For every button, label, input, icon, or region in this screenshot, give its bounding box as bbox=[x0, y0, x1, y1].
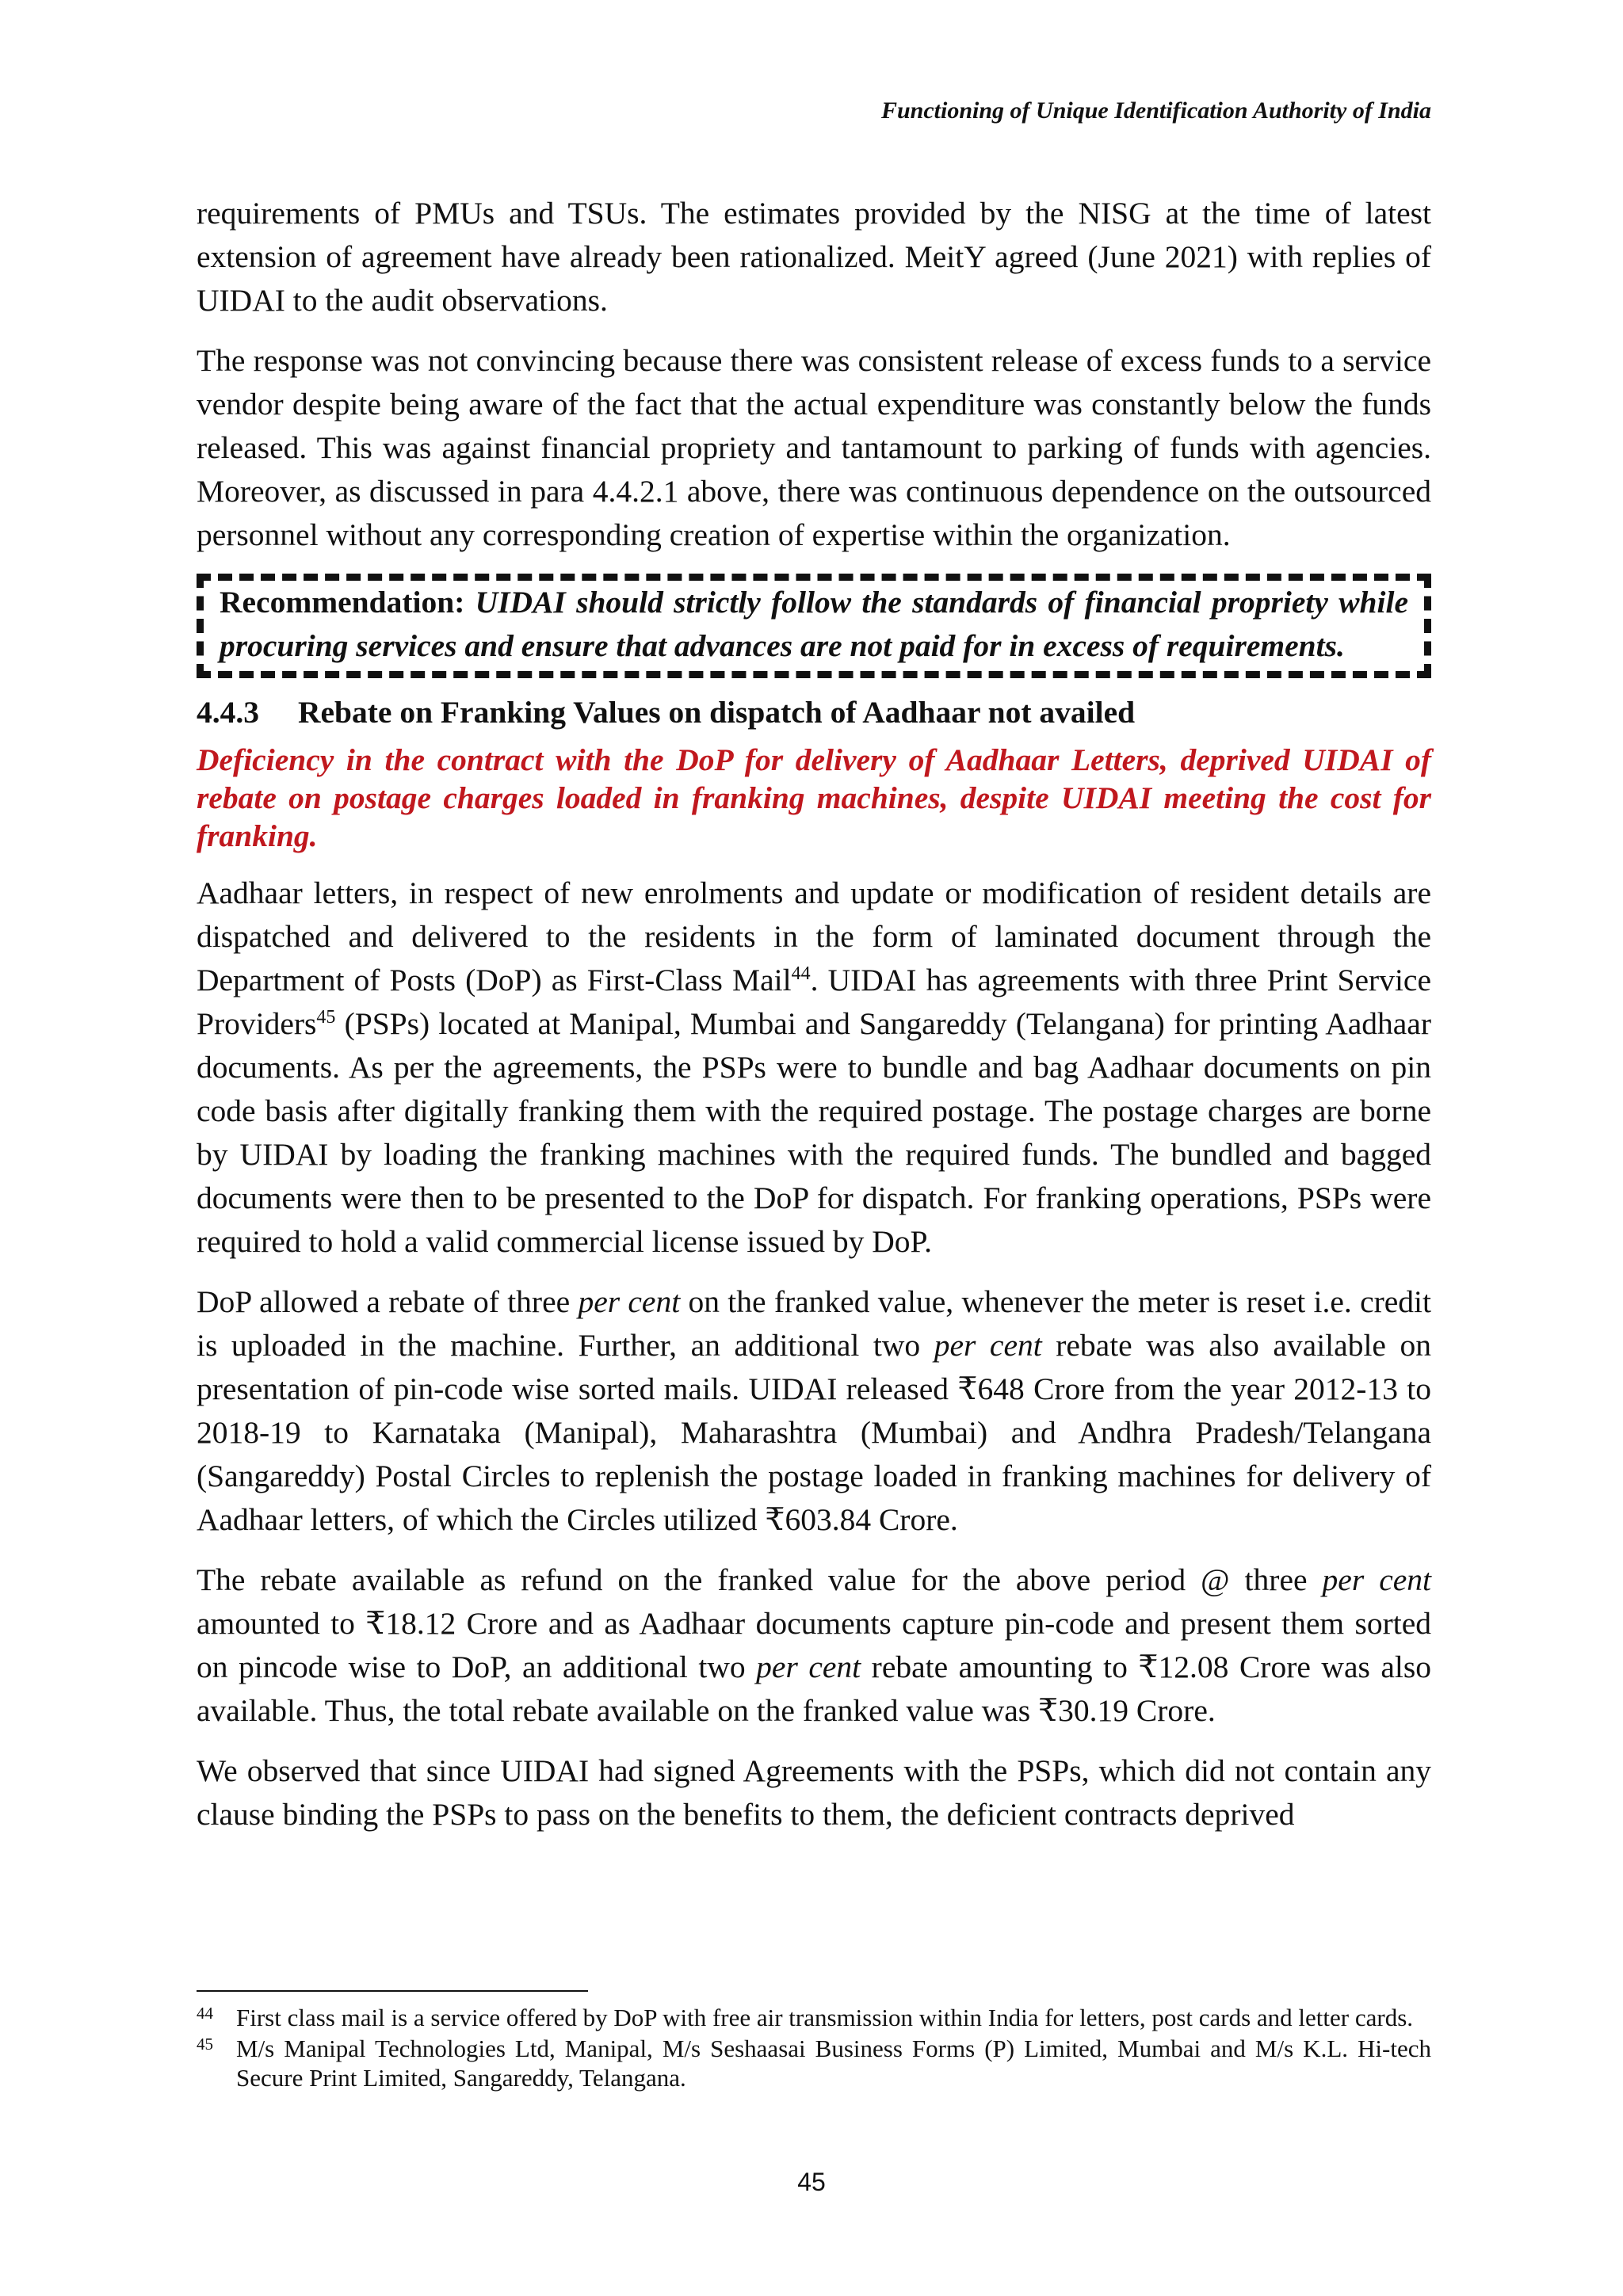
paragraph-2: The response was not convincing because there was consistent release of excess funds to a service vendor despite being aware of the fact that the actual expenditure was constantly below the funds released. This was against financial propriety and tantamount to parking of funds with agencies. Moreover, as discussed in para 4.4.2.1 above, there was continuous dependence on the outsourced personnel without any corresponding creation of expertise within the organization. bbox=[197, 343, 1431, 552]
section-highlight: Deficiency in the contract with the DoP for delivery of Aadhaar Letters, deprived UIDAI of rebate on postage charges loaded in franking machines, despite UIDAI meeting the cost for franking. bbox=[197, 742, 1431, 853]
paragraph-3-text-c: (PSPs) located at Manipal, Mumbai and Sangareddy (Telangana) for printing Aadhaar documents. As per the agreements, the PSPs were to bundle and bag Aadhaar documents on pin code basis after digitally franking them with the required postage. The postage charges are borne by UIDAI by loading the franking machines with the required funds. The bundled and bagged documents were then to be presented to the DoP for dispatch. For franking operations, PSPs were required to hold a valid commercial license issued by DoP. bbox=[197, 1006, 1431, 1259]
paragraph-4 bbox=[197, 1280, 1431, 1542]
section-heading bbox=[197, 691, 1431, 734]
recommendation-text: UIDAI should strictly follow the standards of financial propriety while procuring services and ensure that advances are not paid for in excess of requirements. bbox=[220, 585, 1409, 663]
footnote-number: 44 bbox=[197, 2004, 213, 2023]
paragraph-5-italic-1: per cent bbox=[1322, 1562, 1431, 1597]
page-number: 45 bbox=[797, 2168, 826, 2196]
footnote-text: First class mail is a service offered by DoP with free air transmission within India for letters, post cards and letter cards. bbox=[236, 2004, 1414, 2031]
running-header: Functioning of Unique Identification Authority of India bbox=[880, 97, 1431, 124]
footnote-45 bbox=[197, 2034, 1431, 2092]
paragraph-4-text-b: on the franked value, whenever the meter is reset i.e. credit is uploaded in the machine. Further, an additional two bbox=[197, 1284, 1431, 1363]
recommendation-box bbox=[197, 574, 1431, 678]
section-title: Rebate on Franking Values on dispatch of Aadhaar not availed bbox=[298, 695, 1136, 730]
recommendation-label: Recommendation: bbox=[220, 585, 465, 620]
paragraph-3-text-b: . UIDAI has agreements with three Print Service Providers bbox=[197, 963, 1431, 1041]
paragraph-5-italic-2: per cent bbox=[756, 1650, 861, 1684]
paragraph-3 bbox=[197, 871, 1431, 1264]
paragraph-5 bbox=[197, 1558, 1431, 1733]
paragraph-4-text-a: DoP allowed a rebate of three bbox=[197, 1284, 579, 1319]
footnote-ref-44[interactable]: 44 bbox=[791, 963, 811, 984]
footnote-ref-45[interactable]: 45 bbox=[316, 1006, 336, 1028]
footnote-44 bbox=[197, 2003, 1431, 2032]
section-number: 4.4.3 bbox=[197, 695, 259, 730]
footnotes bbox=[197, 2003, 1431, 2094]
paragraph-5-text-b: amounted to ₹18.12 Crore and as Aadhaar documents capture pin-code and present them sorted on pincode wise to DoP, an additional two bbox=[197, 1606, 1431, 1684]
paragraph-3-text-a: Aadhaar letters, in respect of new enrolments and update or modification of resident details are dispatched and delivered to the residents in the form of laminated document through the Department of Posts (DoP) as First-Class Mail bbox=[197, 875, 1431, 997]
paragraph-4-text-c: rebate was also available on presentation of pin-code wise sorted mails. UIDAI released ₹648 Crore from the year 2012-13 to 2018-19 to Karnataka (Manipal), Maharashtra (Mumbai) and Andhra Pradesh/Telangana (Sangareddy) Postal Circles to replenish the postage loaded in franking machines for delivery of Aadhaar letters, of which the Circles utilized ₹603.84 Crore. bbox=[197, 1328, 1431, 1537]
footnote-text: M/s Manipal Technologies Ltd, Manipal, M/s Seshaasai Business Forms (P) Limited, Mumbai and M/s K.L. Hi-tech Secure Print Limited, Sangareddy, Telangana. bbox=[236, 2035, 1431, 2092]
main-body bbox=[197, 192, 1431, 1853]
paragraph-5-text-a: The rebate available as refund on the franked value for the above period @ three bbox=[197, 1562, 1323, 1597]
paragraph-6: We observed that since UIDAI had signed Agreements with the PSPs, which did not contain any clause binding the PSPs to pass on the benefits to them, the deficient contracts deprived bbox=[197, 1753, 1431, 1832]
paragraph-4-italic-1: per cent bbox=[578, 1284, 681, 1319]
footnote-divider bbox=[197, 1990, 588, 1992]
paragraph-1: requirements of PMUs and TSUs. The estimates provided by the NISG at the time of latest extension of agreement have already been rationalized. MeitY agreed (June 2021) with replies of UIDAI to the audit observations. bbox=[197, 196, 1431, 318]
paragraph-5-text-c: rebate amounting to ₹12.08 Crore was also available. Thus, the total rebate available on the franked value was ₹30.19 Crore. bbox=[197, 1650, 1432, 1728]
footnote-number: 45 bbox=[197, 2035, 213, 2054]
paragraph-4-italic-2: per cent bbox=[934, 1328, 1042, 1363]
